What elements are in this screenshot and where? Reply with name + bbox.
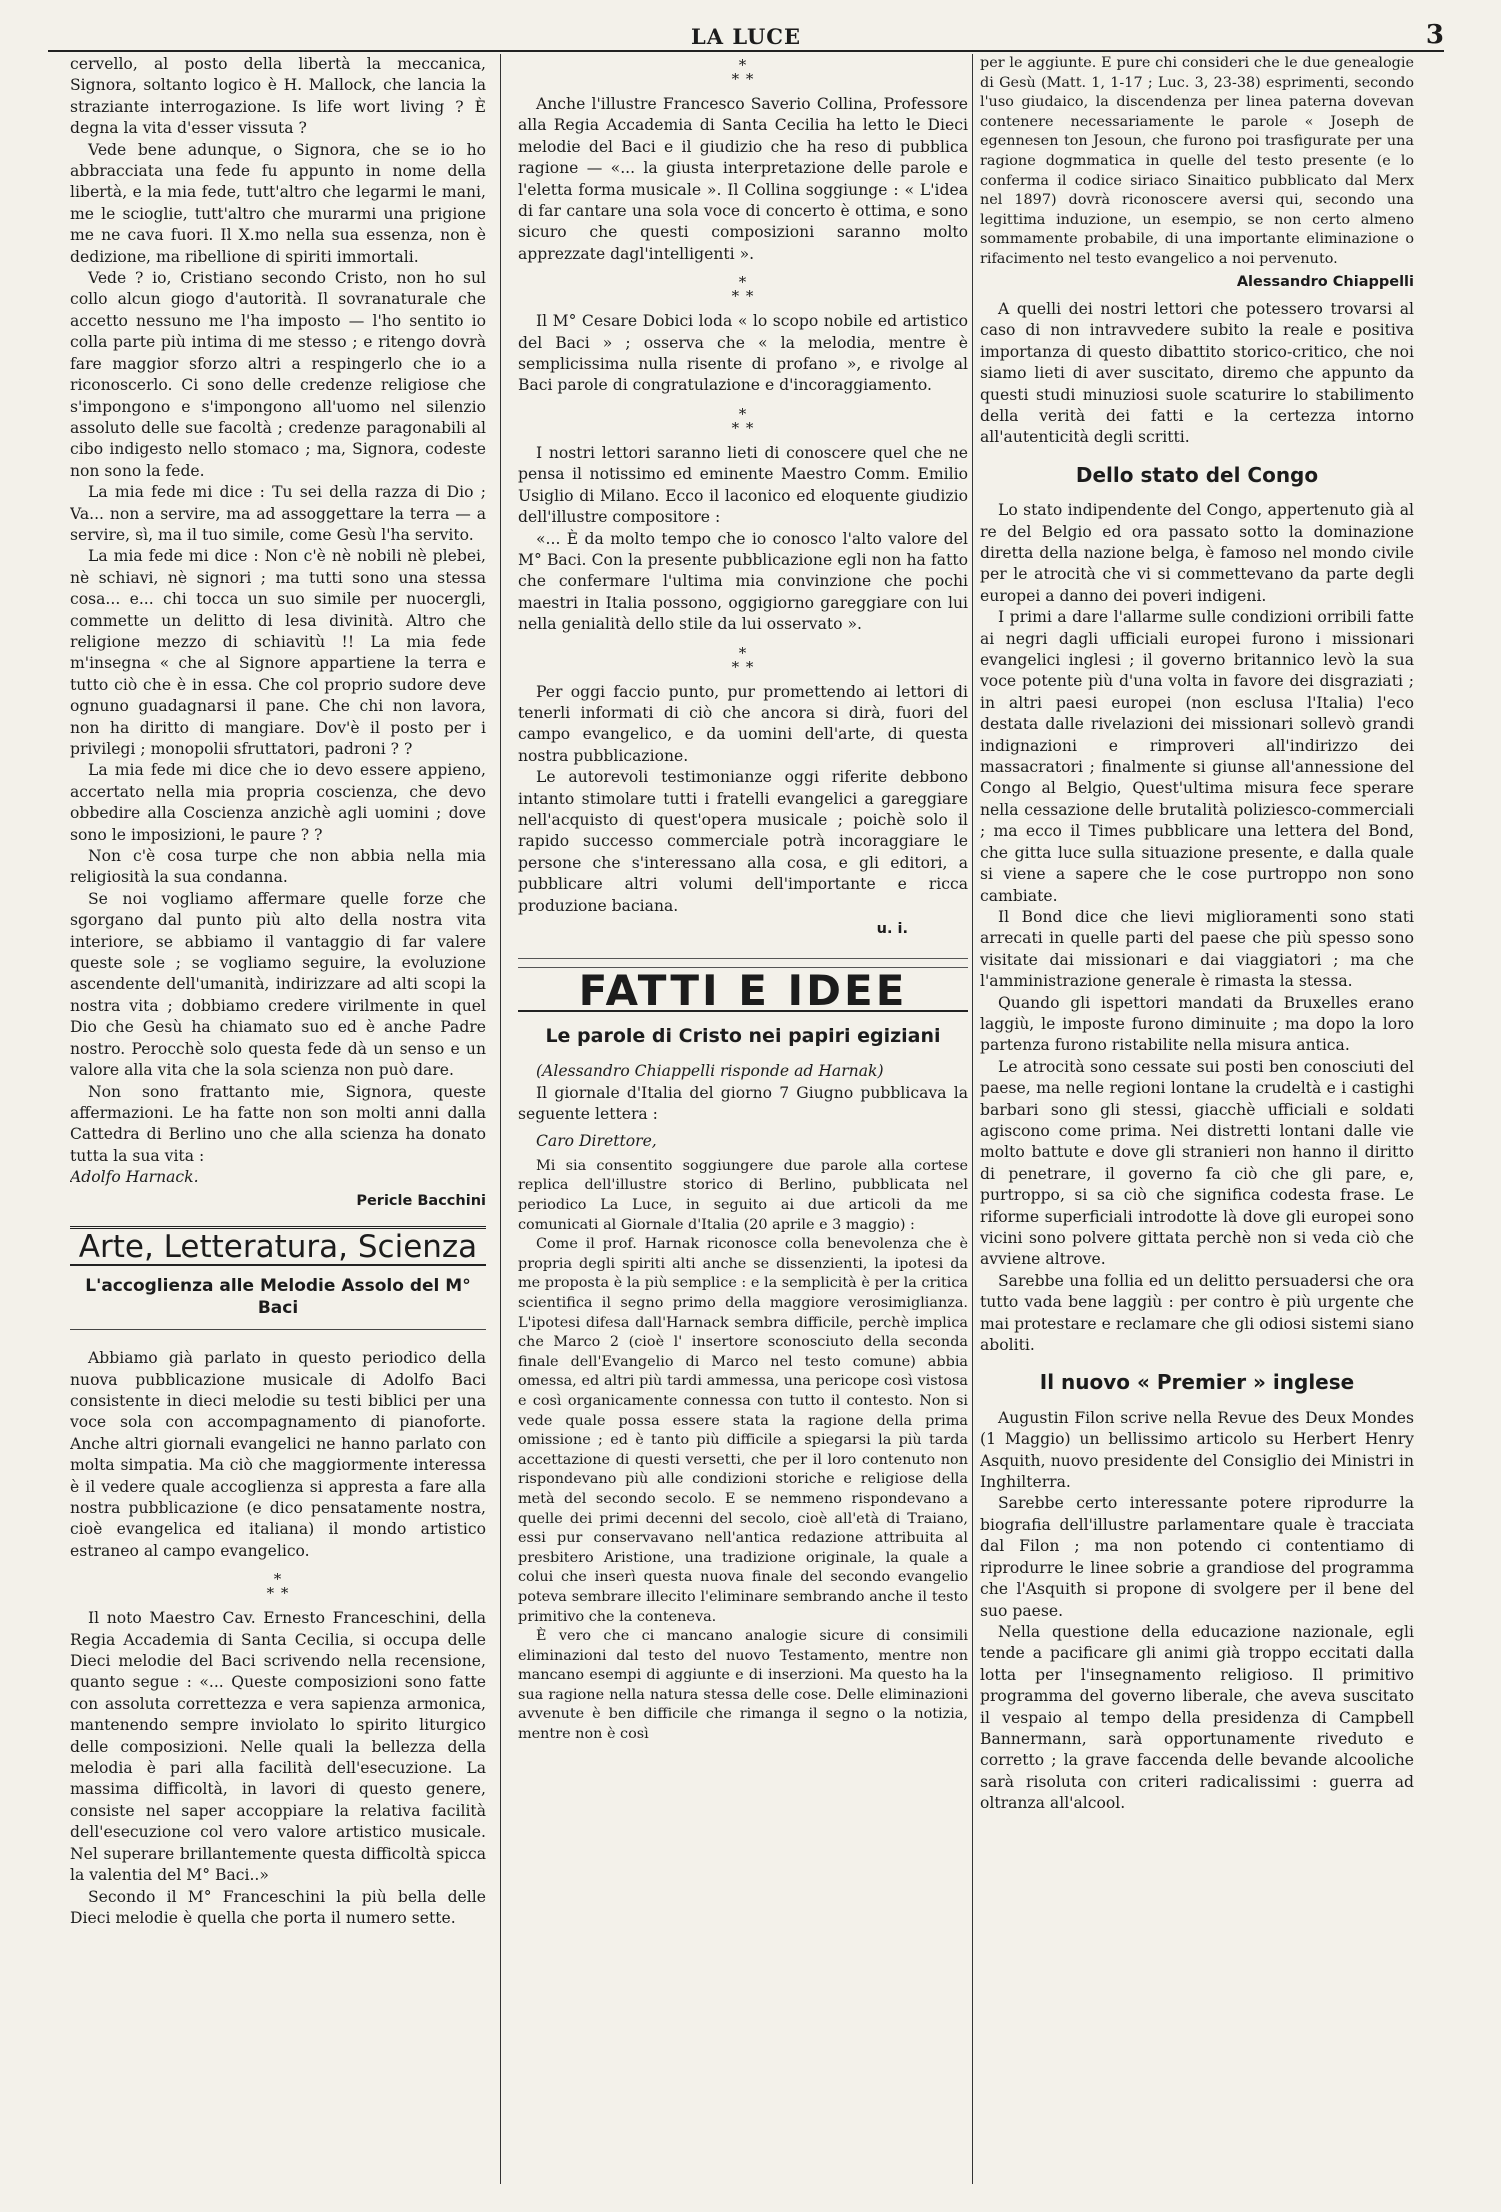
section-divider-stars: * * *	[266, 1570, 290, 1603]
paragraph: Abbiamo già parlato in questo periodico della nuova pubblicazione musicale di Adolfo Baci consistente in dieci melodie su testi biblici per una voce sola con accompagnamento di pianoforte. Anche altri giornali evangelici ne hanno parlato con molta simpatia. Ma ciò che maggiormente interessa è il vedere quale accoglienza si appresta a fare alla nostra pubblicazione (e dico pensatamente nostra, cioè evangelica ed italiana) il mondo artistico estraneo al campo evangelico.	[70, 1349, 486, 1560]
paragraph: Le atrocità sono cessate sui posti ben conosciuti del paese, ma nelle regioni lontane la crudeltà e i castighi barbari sono gli stessi, giacchè ufficiali e soldati agiscono come prima. Nei distretti lontani dalle vie molto battute e dove gli stranieri non hanno il diritto di penetrare, il governo fa ciò che gli pare, e, purtroppo, si sa ciò che significa codesta frase. Le riforme superficiali introdotte là dove gli europei sono vicini sono polvere gittata perchè non si veda ciò che avviene altrove.	[980, 1057, 1414, 1269]
paragraph: Non c'è cosa turpe che non abbia nella mia religiosità la sua condanna.	[70, 847, 486, 887]
paragraph: Secondo il M° Franceschini la più bella delle Dieci melodie è quella che porta il numero sette.	[70, 1887, 486, 1927]
quoted-author: Adolfo Harnack.	[70, 1168, 199, 1187]
article-title: Le parole di Cristo nei papiri egiziani	[545, 1024, 941, 1047]
column-1	[70, 54, 486, 2172]
paragraph: Anche l'illustre Francesco Saverio Collina, Professore alla Regia Accademia di Santa Cecilia ha letto le Dieci melodie del Baci e il giudizio che ha reso di pubblica ragione — «... la giusta interpretazione delle parole e l'eletta forma musicale ». Il Collina soggiunge : « L'idea di far cantare una sola voce di concerto è ottima, e sono sicuro che questi composizioni saranno molto apprezzate dagl'intelligenti ».	[518, 95, 968, 263]
paragraph: Per oggi faccio punto, pur promettendo ai lettori di tenerli informati di ciò che ancora si dirà, fuori del campo evangelico, e da uomini dell'arte, di questa nostra pubblicazione.	[518, 682, 968, 765]
paragraph: La mia fede mi dice : Tu sei della razza di Dio ; Va... non a servire, ma ad assoggettare la terra — a servire, sì, ma il tuo simile, come Gesù l'ha servito.	[70, 483, 486, 544]
paragraph: Sarebbe una follia ed un delitto persuadersi che ora tutto vada bene laggiù : per contro è più urgente che mai protestare e reclamare che gli odiosi sistemi siano aboliti.	[980, 1271, 1414, 1355]
section-heading: FATTI E IDEE	[518, 980, 968, 1011]
section-divider-stars: * * *	[731, 273, 755, 306]
paragraph: Lo stato indipendente del Congo, appertenuto già al re del Belgio ed ora passato sotto la dominazione diretta della nazione belga, è famoso nel mondo civile per le atrocità che vi si commettevano da parte degli europei a danno dei poveri indigeni.	[980, 501, 1414, 605]
paragraph: La mia fede mi dice : Non c'è nè nobili nè plebei, nè schiavi, nè signori ; ma tutti sono una stessa cosa... e... chi tocca un suo simile per nuocergli, commette un delitto di lesa divinità. Altro che religione mezzo di schiavitù !! La mia fede m'insegna « che al Signore appartiene la terra e tutto ciò che è in essa. Che col proprio sudore deve ognuno guadagnarsi il pane. Che chi non lavora, non ha diritto di mangiare. Dov'è il posto per i privilegi ; monopolii sfruttatori, padroni ? ?	[70, 547, 486, 758]
author-signature: Pericle Bacchini	[356, 1192, 486, 1209]
section-divider-stars: * * *	[731, 56, 755, 88]
paragraph: Il giornale d'Italia del giorno 7 Giugno pubblicava la seguente lettera :	[518, 1083, 968, 1124]
page-number: 3	[1425, 20, 1444, 50]
letter-paragraph: Come il prof. Harnak riconosce colla benevolenza che è propria degli spiriti alti anche se dissenzienti, la ipotesi da me proposta è la più semplice : e la semplicità è per la critica scientifica il segno primo della maggiore verosimiglianza. L'ipotesi difesa dall'Harnack sembra difficile, perchè implica che Marco 2 (cioè l' insertore sconosciuto della seconda finale dell'Evangelio di Marco nel testo comune) abbia omessa, ed altri più tardi ammessa, una pericope così vistosa e così organicamente connessa con tutto il contesto. Non si vede quale possa essere stata la ragione della prima omissione ; ed è tanto più difficile a spiegarsi la più tarda accettazione di questi versetti, che per il loro contenuto non rispondevano più alle condizioni storiche e religiose della metà del secondo secolo. E se nemmeno rispondevano a quelle dei primi decenni del secolo, cioè all'età di Traiano, essi pur conservavano nell'antica redazione attribuita al presbitero Aristione, una tradizione originale, la quale a colui che inserì questa nuova finale del secondo evangelio poteva sembrare illecito l'eliminare sembrando anche il testo primitivo che la conteneva.	[518, 1236, 968, 1625]
paragraph: A quelli dei nostri lettori che potessero trovarsi al caso di non intravvedere subito la reale e positiva importanza di questo dibattito storico-critico, che noi siamo lieti di aver suscitato, diremo che appunto da questi studi minuziosi suole scaturire lo stabilimento della verità dei fatti e la certezza intorno all'autenticità degli scritti.	[980, 299, 1414, 447]
article-title: Dello stato del Congo	[1075, 462, 1319, 487]
paragraph: Augustin Filon scrive nella Revue des Deux Mondes (1 Maggio) un bellissimo articolo su Herbert Henry Asquith, nuovo presidente del Consiglio dei Ministri in Inghilterra.	[980, 1408, 1414, 1492]
letter-paragraph: È vero che ci mancano analogie sicure di consimili eliminazioni dal testo del nuovo Testamento, mentre non mancano esempi di aggiunte e di inserzioni. Ma questo ha la sua ragione nella natura stessa delle cose. Delle eliminazioni avvenute è ben difficile che rimanga il segno o la notizia, mentre non è così	[518, 1628, 968, 1743]
page-header	[48, 14, 1444, 52]
paragraph: «... È da molto tempo che io conosco l'alto valore del M° Baci. Con la presente pubblicazione egli non ha fatto che confermare l'ultima mia convinzione che pochi maestri in Italia possono, oggigiorno gareggiare con lui nella genialità dello stile da lui osservato ».	[518, 529, 968, 634]
article-title: L'accoglienza alle Melodie Assolo del M° Baci	[70, 1276, 486, 1330]
paragraph: Il Bond dice che lievi miglioramenti sono stati arrecati in quelle parti del paese che più spesso sono visitate dai missionari e dai viaggiatori ; ma che l'amministrazione generale è rimasta la stessa.	[980, 907, 1414, 991]
paragraph: I primi a dare l'allarme sulle condizioni orribili fatte ai negri dagli ufficiali europei furono i missionari evangelici inglesi ; il governo britannico levò la sua voce potente più d'una volta in favore dei disgraziati ; in altri paesi europei (non esclusa l'Italia) l'eco destata dalle rivelazioni dei missionari sollevò grandi indignazioni e rimproveri all'indirizzo dei massacratori ; finalmente si giunse all'annessione del Congo al Belgio, Quest'ultima misura fece sperare nella cessazione delle brutalità poliziesco-commerciali ; ma ecco il Times pubblicare una lettera del Bond, che gitta luce sulla situazione presente, e dalla quale si viene a sapere che le cose purtroppo non sono cambiate.	[980, 608, 1414, 905]
section-heading: Arte, Letteratura, Scienza	[70, 1226, 486, 1266]
column-rule	[500, 54, 501, 2184]
paragraph: Vede bene adunque, o Signora, che se io ho abbracciata una fede fu appunto in nome della libertà, e la mia fede, tutt'altro che legarmi le mani, me le scioglie, tutt'altro che murarmi una prigione me ne cava fuori. Il X.mo nella sua essenza, non è dedizione, ma ribellione di spiriti immortali.	[70, 140, 486, 266]
section-divider-stars: * * *	[731, 404, 755, 437]
paragraph: La mia fede mi dice che io devo essere appieno, accertato nella mia propria coscienza, che devo obbedire alla Coscienza anzichè agli uomini ; dove sono le imposizioni, le paure ? ?	[70, 761, 486, 844]
column-2	[518, 54, 968, 2172]
article-title: Il nuovo « Premier » inglese	[1039, 1370, 1355, 1395]
paragraph: Il noto Maestro Cav. Ernesto Franceschini, della Regia Accademia di Santa Cecilia, si occupa delle Dieci melodie del Baci scrivendo nella recensione, quanto segue : «... Queste composizioni sono fatte con assoluta correttezza e vera sapienza armonica, mantenendo sempre inviolato lo spirito liturgico delle composizioni. Nelle quali la bellezza della melodia è pari alla facilità dell'esecuzione. La massima difficoltà, in lavori di questo genere, consiste nel saper accoppiare la relativa facilità dell'esecuzione col vero valore artistico musicale. Nel superare brillantemente questa difficoltà spicca la valentia del M° Baci..»	[70, 1609, 486, 1885]
paragraph: Il M° Cesare Dobici loda « lo scopo nobile ed artistico del Baci » ; osserva che « la melodia, mentre è semplicissima nulla risente di profano », e rivolge al Baci parole di congratulazione e d'incoraggiamento.	[518, 312, 968, 395]
letter-signature: Alessandro Chiappelli	[1236, 273, 1414, 290]
paragraph: Nella questione della educazione nazionale, egli tende a pacificare gli animi già troppo eccitati dalla lotta per l'insegnamento religioso. Il primitivo programma del governo liberale, che aveva suscitato il vespaio al tempo della presidenza di Campbell Bannermann, sarà opportunamente riveduto e corretto ; la grave faccenda delle bevande alcooliche sarà risoluta con criteri radicalissimi : guerra ad oltranza all'alcool.	[980, 1622, 1414, 1813]
letter-paragraph: Mi sia consentito soggiungere due parole alla cortese replica dell'illustre storico di Berlino, pubblicata nel periodico La Luce, in seguito ai due articoli da me comunicati al Giornale d'Italia (20 aprile e 3 maggio) :	[518, 1157, 968, 1233]
paragraph: Sarebbe certo interessante potere riprodurre la biografia dell'illustre parlamentare quale è tracciata dal Filon ; ma non potendo ci contentiamo di riprodurre le linee sobrie a grandiose del programma che l'Asquith si propone di svolgere per il bene del suo paese.	[980, 1494, 1414, 1620]
section-divider-stars: * * *	[731, 643, 755, 676]
byline: (Alessandro Chiappelli risponde ad Harnak)	[536, 1062, 884, 1081]
paragraph: Se noi vogliamo affermare quelle forze che sgorgano dal punto più alto della nostra vita interiore, se abbiamo il vantaggio di far valere queste sole ; se vogliamo seguire, la evoluzione ascendente dell'umanità, indirizzare ad alti scopi la nostra vita ; dobbiamo credere virilmente in quel Dio che Gesù ha chiamato suo ed è anche Padre nostro. Perocchè solo questa fede dà un senso e un valore alla vita che la sola scienza non può dare.	[70, 889, 486, 1080]
paragraph: Quando gli ispettori mandati da Bruxelles erano laggiù, le imposte furono diminuite ; ma dopo la loro partenza furono ristabilite nella misura antica.	[980, 993, 1414, 1055]
letter-salutation: Caro Direttore,	[536, 1132, 657, 1151]
paragraph: cervello, al posto della libertà la meccanica, Signora, soltanto logico è H. Mallock, che lancia la straziante interrogazione. Is life wort living ? È degna la vita d'esser vissuta ?	[70, 55, 486, 138]
paragraph: Non sono frattanto mie, Signora, queste affermazioni. Le ha fatte non son molti anni dalla Cattedra di Berlino uno che alla scienza ha donato tutta la sua vita :	[70, 1082, 486, 1165]
column-rule	[972, 54, 973, 2184]
column-3	[980, 54, 1414, 2172]
letter-paragraph: per le aggiunte. E pure chi consideri che le due genealogie di Gesù (Matt. 1, 1-17 ; Luc. 3, 23-38) esprimenti, secondo l'uso giudaico, la discendenza per linea paterna dovevan contenere necessariamente le parole « Joseph de egennesen ton Jesoun, che furono poi trasfigurate per una ragione dogmmatica in quelle del testo presente (e lo conferma il codice siriaco Sinaitico pubblicato dal Merx nel 1897) dovrà riconoscere aversi qui, secondo una legittima induzione, un esempio, se non certo almeno sommamente probabile, di una importante eliminazione o rifacimento nel testo evangelico a noi pervenuto.	[980, 55, 1414, 267]
paragraph: Le autorevoli testimonianze oggi riferite debbono intanto stimolare tutti i fratelli evangelici a gareggiare nell'acquisto di quest'opera musicale ; poichè solo il rapido successo commerciale potrà incoraggiare le persone che s'interessano alla cosa, e gli editori, a pubblicare altri volumi dell'importante e ricca produzione baciana.	[518, 768, 968, 915]
paragraph: Vede ? io, Cristiano secondo Cristo, non ho sul collo alcun giogo d'autorità. Il sovranaturale che accetto nessuno me l'ha imposto — l'ho sentito io colla parte più intima di me stesso ; e ritengo dovrà fare maggior sforzo altri a respingerlo che io a riconoscerlo. Ci sono delle credenze religiose che s'impongono e s'impongono all'uomo nel silenzio assoluto delle sue facoltà ; credenze paragonabili al cibo indigesto nello stomaco ; ma, Signora, codeste non sono la fede.	[70, 269, 486, 480]
paragraph: I nostri lettori saranno lieti di conoscere quel che ne pensa il notissimo ed eminente Maestro Comm. Emilio Usiglio di Milano. Ecco il laconico ed eloquente giudizio dell'illustre compositore :	[518, 443, 968, 527]
masthead: LA LUCE	[690, 24, 802, 49]
author-initials: u. i.	[876, 921, 908, 937]
